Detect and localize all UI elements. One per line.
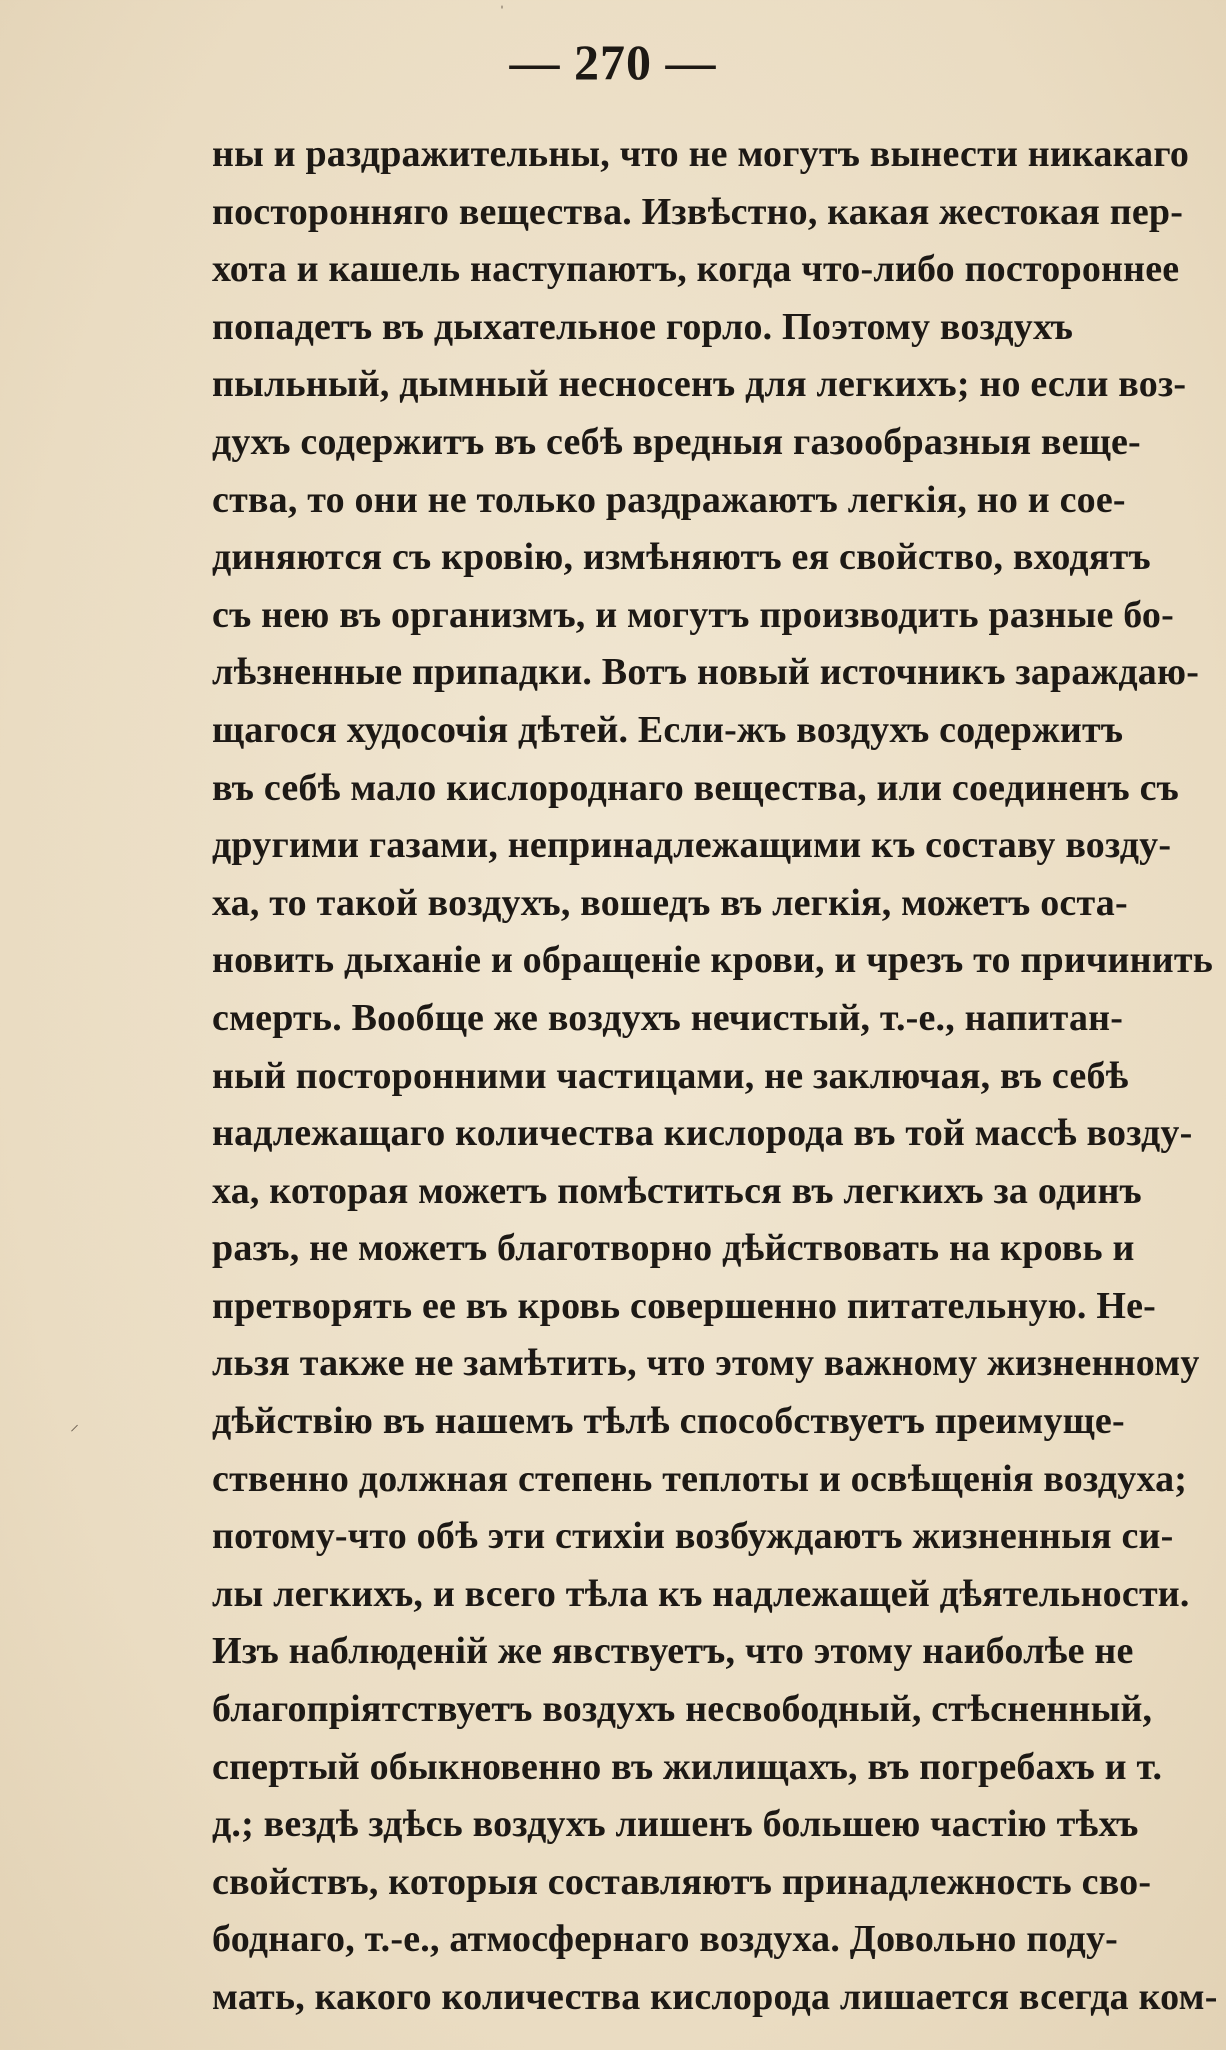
text-line: д.; вездѣ здѣсь воздухъ лишенъ большею частію тѣхъ xyxy=(212,1803,1139,1846)
text-line: ны и раздражительны, что не могутъ вынести никакаго xyxy=(212,133,1190,175)
text-line: мать, какого количества кислорода лишается всегда ком- xyxy=(212,1976,1218,2018)
text-line: ства, то они не только раздражаютъ легкія, но и сое- xyxy=(212,478,1126,521)
text-line: духъ содержитъ въ себѣ вредныя газообразныя веще- xyxy=(212,420,1141,463)
text-line: дѣйствію въ нашемъ тѣлѣ способствуетъ преимуще- xyxy=(212,1400,1125,1443)
text-line: въ себѣ мало кислороднаго вещества, или соединенъ съ xyxy=(212,766,1179,809)
text-line: пыльный, дымный несносенъ для легкихъ; но если воз- xyxy=(212,363,1187,406)
text-line: лѣзненные припадки. Вотъ новый источникъ зараждаю- xyxy=(212,651,1200,694)
text-line: претворять ее въ кровь совершенно питательную. Не- xyxy=(212,1284,1157,1327)
text-line: боднаго, т.-е., атмосфернаго воздуха. Довольно поду- xyxy=(212,1918,1118,1961)
text-line: надлежащаго количества кислорода въ той массѣ возду- xyxy=(212,1112,1193,1155)
text-line: потому-что обѣ эти стихіи возбуждаютъ жизненныя си- xyxy=(212,1515,1174,1558)
text-line: благопріятствуетъ воздухъ несвободный, стѣсненный, xyxy=(212,1688,1153,1731)
text-line: другими газами, непринадлежащими къ составу возду- xyxy=(212,824,1172,867)
text-line: спертый обыкновенно въ жилищахъ, въ погребахъ и т. xyxy=(212,1745,1163,1788)
text-line: ный посторонними частицами, не заключая, въ себѣ xyxy=(212,1054,1129,1097)
page-number: — 270 — xyxy=(509,34,717,90)
text-line: ственно должная степень теплоты и освѣщенія воздуха; xyxy=(212,1457,1188,1500)
text-line: новить дыханіе и обращеніе крови, и чрезъ то причинить xyxy=(212,939,1213,982)
text-line: диняются съ кровію, измѣняютъ ея свойство, входятъ xyxy=(212,536,1151,579)
text-line: льзя также не замѣтить, что этому важному жизненному xyxy=(212,1342,1200,1385)
text-line: посторонняго вещества. Извѣстно, какая жестокая пер- xyxy=(212,190,1184,233)
page-speck: ˈ xyxy=(499,2,505,22)
text-line: разъ, не можетъ благотворно дѣйствовать на кровь и xyxy=(212,1227,1135,1270)
text-line: лы легкихъ, и всего тѣла къ надлежащей дѣятельности. xyxy=(212,1572,1190,1615)
text-line: щагося худосочія дѣтей. Если-жъ воздухъ содержитъ xyxy=(212,708,1124,751)
text-line: ха, то такой воздухъ, вошедъ въ легкія, можетъ оста- xyxy=(212,881,1128,924)
text-line: свойствъ, которыя составляютъ принадлежность сво- xyxy=(212,1860,1152,1903)
text-line: смерть. Вообще же воздухъ нечистый, т.-е., напитан- xyxy=(212,996,1124,1039)
text-line: попадетъ въ дыхательное горло. Поэтому воздухъ xyxy=(212,305,1074,348)
text-line: хота и кашель наступаютъ, когда что-либо постороннее xyxy=(212,248,1180,291)
margin-speck: ⸝ xyxy=(70,1414,79,1434)
text-line: Изъ наблюденій же явствуетъ, что этому наиболѣе не xyxy=(212,1630,1134,1673)
text-line: ха, которая можетъ помѣститься въ легкихъ за одинъ xyxy=(212,1169,1142,1212)
text-line: съ нею въ организмъ, и могутъ производить разные бо- xyxy=(212,593,1174,636)
body-text xyxy=(212,126,1226,2027)
